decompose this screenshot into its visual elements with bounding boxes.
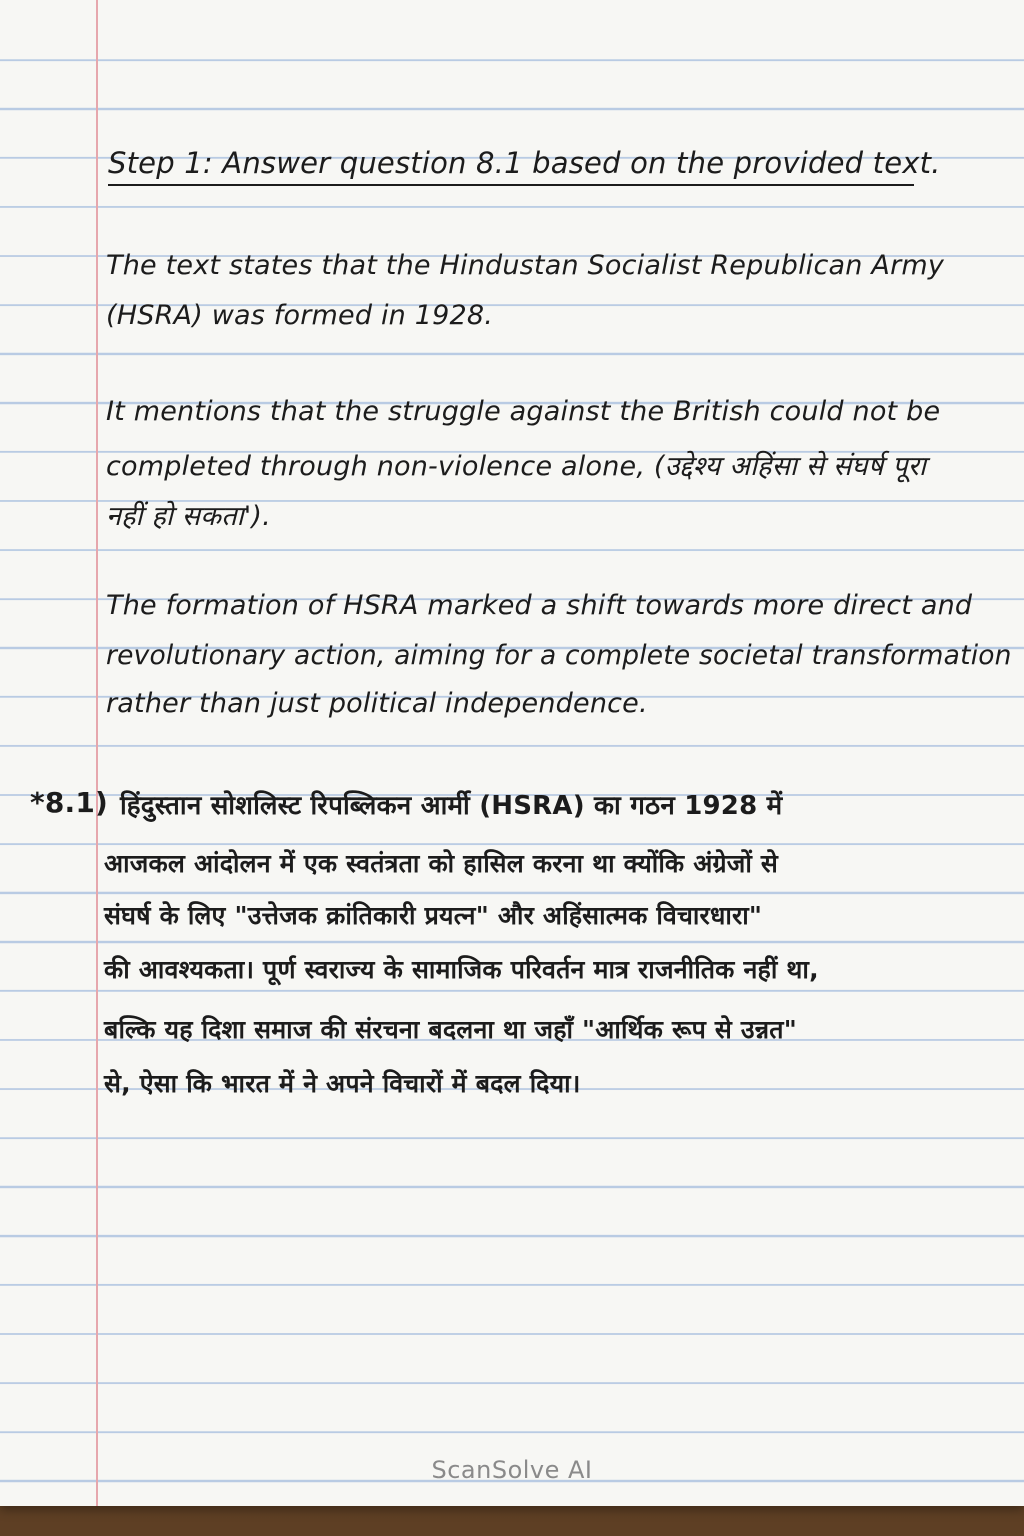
answer-line2: आजकल आंदोलन में एक स्वतंत्रता को हासिल करना था क्योंकि अंग्रेजों से (104, 849, 779, 878)
para2-line3: नहीं हो सकता'). (106, 501, 271, 532)
para1-line2: (HSRA) was formed in 1928. (106, 300, 494, 331)
para2-line2: completed through non-violence alone, (उद्देश्य अहिंसा से संघर्ष पूरा (106, 451, 927, 482)
para3-line3: rather than just political independence. (106, 688, 648, 719)
answer-label: *8.1) (30, 786, 109, 819)
answer-line3: संघर्ष के लिए "उत्तेजक क्रांतिकारी प्रयत्न" और अहिंसात्मक विचारधारा" (104, 901, 763, 930)
margin-line (96, 0, 98, 1506)
step-heading: Step 1: Answer question 8.1 based on the provided text. (108, 146, 914, 186)
answer-line1: हिंदुस्तान सोशलिस्ट रिपब्लिकन आर्मी (HSRA) का गठन 1928 में (120, 791, 783, 821)
scansolve-watermark: ScanSolve AI (431, 1456, 593, 1484)
para3-line1: The formation of HSRA marked a shift towards more direct and (106, 590, 973, 621)
para3-line2: revolutionary action, aiming for a complete societal transformation (106, 640, 1012, 671)
para2-line1: It mentions that the struggle against the British could not be (106, 396, 941, 427)
answer-line4: की आवश्यकता। पूर्ण स्वराज्य के सामाजिक परिवर्तन मात्र राजनीतिक नहीं था, (104, 955, 819, 984)
answer-line6: से, ऐसा कि भारत में ने अपने विचारों में बदल दिया। (104, 1069, 581, 1098)
answer-line5: बल्कि यह दिशा समाज की संरचना बदलना था जहाँ "आर्थिक रूप से उन्नत" (104, 1015, 797, 1044)
para1-line1: The text states that the Hindustan Socialist Republican Army (106, 250, 945, 281)
